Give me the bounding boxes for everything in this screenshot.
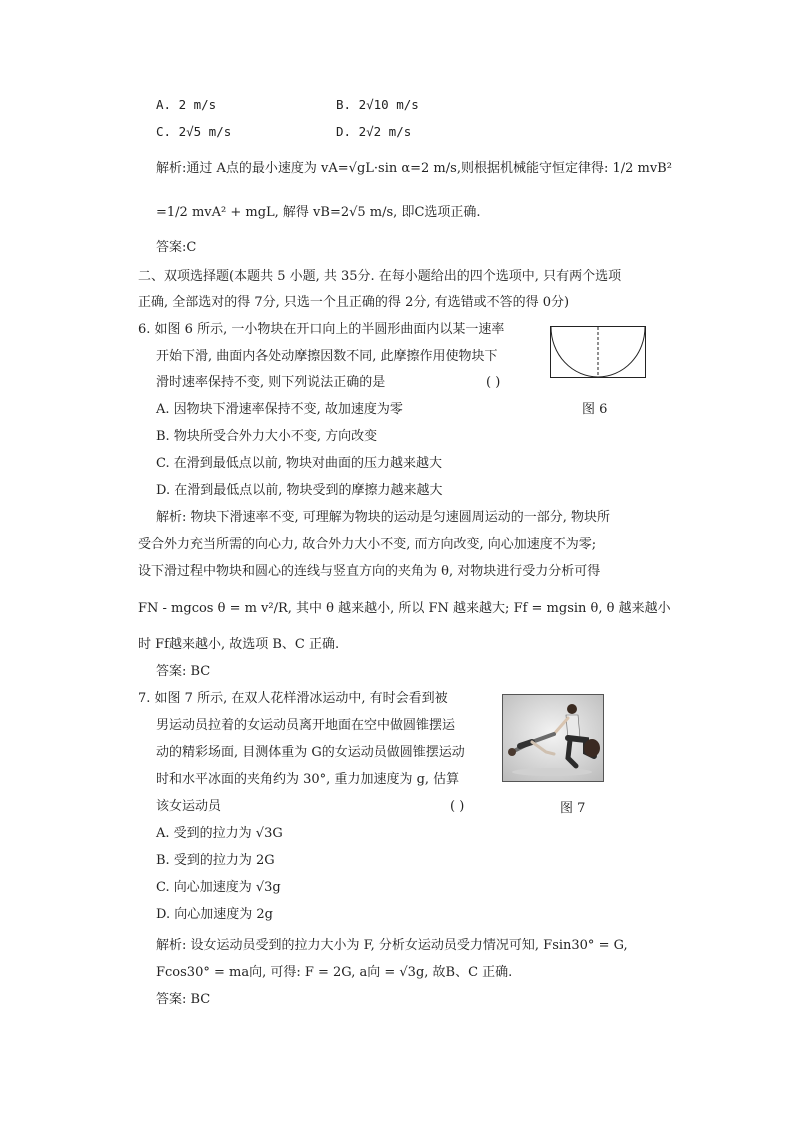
q6-option-b: B. 物块所受合外力大小不变, 方向改变: [156, 429, 378, 444]
q6-stem-line-1: 6. 如图 6 所示, 一小物块在开口向上的半圆形曲面内以某一速率: [138, 322, 505, 337]
q7-analysis-line-1: 解析: 设女运动员受到的拉力大小为 F, 分析女运动员受力情况可知, Fsin30° = G,: [156, 938, 628, 953]
figure-skating-photo: [502, 694, 604, 782]
q6-analysis-line-4: FN - mgcos θ = m v²/R, 其中 θ 越来越小, 所以 FN 越来越大; Ff = mgsin θ, θ 越来越小: [138, 601, 671, 616]
q7-stem-line-4: 时和水平冰面的夹角约为 30°, 重力加速度为 g, 估算: [156, 772, 460, 787]
semicircle-figure: [550, 326, 646, 378]
q7-option-d: D. 向心加速度为 2g: [156, 907, 273, 922]
q6-answer-paren: ( ): [486, 375, 501, 390]
q7-stem-line-2: 男运动员拉着的女运动员离开地面在空中做圆锥摆运: [156, 718, 456, 733]
q5-option-d: D. 2√2 m/s: [336, 124, 412, 139]
q7-option-b: B. 受到的拉力为 2G: [156, 853, 275, 868]
q7-stem-line-5: 该女运动员: [156, 799, 222, 814]
q6-analysis-line-2: 受合外力充当所需的向心力, 故合外力大小不变, 而方向改变, 向心加速度不为零;: [138, 537, 597, 552]
q6-option-a: A. 因物块下滑速率保持不变, 故加速度为零: [156, 402, 403, 417]
q6-option-d: D. 在滑到最低点以前, 物块受到的摩擦力越来越大: [156, 483, 443, 498]
q5-analysis-line-2: =1/2 mvA² + mgL, 解得 vB=2√5 m/s, 即C选项正确.: [156, 205, 481, 220]
q7-answer-paren: ( ): [450, 799, 465, 814]
q5-analysis-line-1: 解析:通过 A点的最小速度为 vA=√gL·sin α=2 m/s,则根据机械能守恒定律得: 1/2 mvB²: [156, 161, 672, 176]
q6-analysis-line-3: 设下滑过程中物块和圆心的连线与竖直方向的夹角为 θ, 对物块进行受力分析可得: [138, 564, 601, 579]
q7-stem-line-1: 7. 如图 7 所示, 在双人花样滑冰运动中, 有时会看到被: [138, 691, 448, 706]
q6-answer: 答案: BC: [156, 664, 211, 679]
q6-stem-line-2: 开始下滑, 曲面内各处动摩擦因数不同, 此摩擦作用使物块下: [156, 349, 498, 364]
q6-analysis-line-5: 时 Ff越来越小, 故选项 B、C 正确.: [138, 637, 340, 652]
figure-6-label: 图 6: [582, 402, 608, 417]
q5-option-a: A. 2 m/s: [156, 97, 217, 112]
q6-analysis-line-1: 解析: 物块下滑速率不变, 可理解为物块的运动是匀速圆周运动的一部分, 物块所: [156, 510, 611, 525]
figure-7-label: 图 7: [560, 801, 586, 816]
q6-option-c: C. 在滑到最低点以前, 物块对曲面的压力越来越大: [156, 456, 443, 471]
q7-answer: 答案: BC: [156, 992, 211, 1007]
q5-option-c: C. 2√5 m/s: [156, 124, 232, 139]
q5-answer: 答案:C: [156, 240, 197, 255]
q7-analysis-line-2: Fcos30° = ma向, 可得: F = 2G, a向 = √3g, 故B、C 正确.: [156, 965, 513, 980]
q7-option-a: A. 受到的拉力为 √3G: [156, 826, 283, 841]
q7-option-c: C. 向心加速度为 √3g: [156, 880, 281, 895]
q6-stem-line-3: 滑时速率保持不变, 则下列说法正确的是: [156, 375, 386, 390]
section-heading-line-2: 正确, 全部选对的得 7分, 只选一个且正确的得 2分, 有选错或不答的得 0分): [138, 295, 570, 310]
q5-option-b: B. 2√10 m/s: [336, 97, 419, 112]
section-heading-line-1: 二、双项选择题(本题共 5 小题, 共 35分. 在每小题给出的四个选项中, 只有两个选项: [138, 269, 622, 284]
q7-stem-line-3: 动的精彩场面, 目测体重为 G的女运动员做圆锥摆运动: [156, 745, 465, 760]
